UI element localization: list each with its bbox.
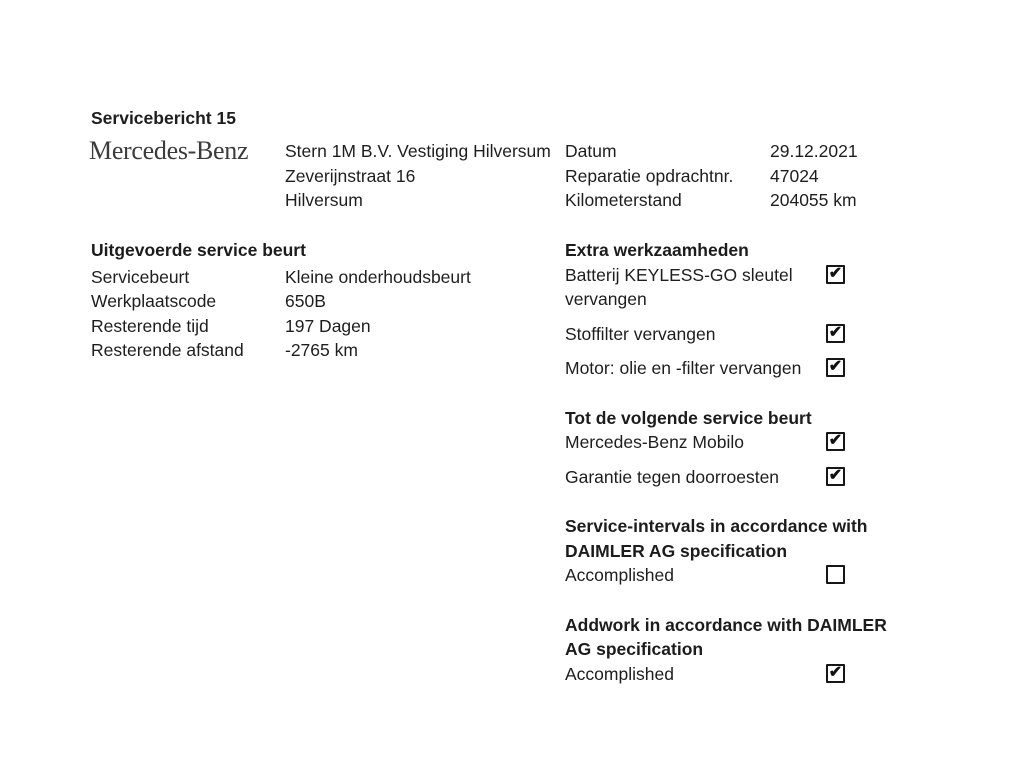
service-row-remaining-time-label: Resterende tijd [91, 315, 209, 336]
section-service-intervals-heading: Service-intervals in accordance with DAIMLER AG specification [565, 516, 868, 561]
dealer-address-block [285, 139, 551, 213]
check-item-keyless-battery-label: Batterij KEYLESS-GO sleutel vervangen [565, 264, 793, 309]
meta-row-date [565, 139, 935, 164]
check-item-addwork-accomplished [565, 662, 845, 687]
check-item-intervals-accomplished-label: Accomplished [565, 565, 674, 585]
service-row-type-label: Servicebeurt [91, 266, 190, 287]
meta-value-date: 29.12.2021 [770, 141, 858, 161]
check-item-keyless-battery [565, 263, 845, 312]
service-row-workshop-code [91, 289, 561, 314]
check-item-rust-warranty-label: Garantie tegen doorroesten [565, 466, 780, 487]
service-row-workshop-code-label: Werkplaatscode [91, 291, 217, 311]
check-item-mobilo-label: Mercedes-Benz Mobilo [565, 432, 744, 452]
meta-row-odometer [565, 188, 935, 213]
section-extra-work [565, 238, 910, 381]
meta-label-date: Datum [565, 141, 617, 161]
check-item-dust-filter-label: Stoffilter vervangen [565, 323, 716, 344]
check-item-engine-oil-filter-label: Motor: olie en -filter vervangen [565, 358, 802, 378]
service-row-remaining-distance [91, 338, 561, 363]
checkbox-checked-icon[interactable] [826, 467, 845, 486]
checklist-column [565, 238, 910, 686]
section-extra-work-heading: Extra werkzaamheden [565, 240, 749, 260]
check-item-dust-filter [565, 322, 845, 347]
dealer-name: Stern 1M B.V. Vestiging Hilversum [285, 141, 551, 161]
check-item-intervals-accomplished [565, 563, 845, 588]
page-title: Servicebericht 15 [91, 108, 236, 128]
meta-label-repair-order: Reparatie opdrachtnr. [565, 165, 734, 186]
meta-value-repair-order: 47024 [770, 165, 819, 186]
checkbox-checked-icon[interactable] [826, 664, 845, 683]
dealer-street: Zeverijnstraat 16 [285, 165, 416, 186]
section-addwork-heading: Addwork in accordance with DAIMLER AG specification [565, 614, 887, 659]
dealer-city: Hilversum [285, 190, 363, 210]
check-item-addwork-accomplished-label: Accomplished [565, 663, 674, 684]
meta-label-odometer: Kilometerstand [565, 190, 682, 210]
service-row-type [91, 265, 561, 290]
checkbox-checked-icon[interactable] [826, 358, 845, 377]
performed-service-rows [91, 265, 561, 363]
check-item-rust-warranty [565, 465, 845, 490]
section-until-next-service-heading: Tot de volgende service beurt [565, 407, 812, 428]
checkbox-unchecked-icon[interactable] [826, 565, 845, 584]
section-service-intervals [565, 514, 910, 588]
checkbox-checked-icon[interactable] [826, 265, 845, 284]
service-row-remaining-distance-label: Resterende afstand [91, 340, 244, 360]
meta-value-odometer: 204055 km [770, 190, 857, 210]
checkbox-checked-icon[interactable] [826, 324, 845, 343]
service-row-remaining-time-value: 197 Dagen [285, 315, 371, 336]
section-addwork [565, 613, 910, 687]
section-until-next-service [565, 406, 910, 490]
service-row-workshop-code-value: 650B [285, 291, 326, 311]
service-row-type-value: Kleine onderhoudsbeurt [285, 266, 471, 287]
report-meta-block [565, 139, 935, 213]
service-row-remaining-time [91, 314, 561, 339]
mercedes-benz-wordmark: Mercedes-Benz [89, 136, 249, 165]
checkbox-checked-icon[interactable] [826, 432, 845, 451]
service-row-remaining-distance-value: -2765 km [285, 340, 358, 360]
performed-service-section [91, 238, 561, 363]
meta-row-repair-order [565, 164, 935, 189]
check-item-engine-oil-filter [565, 356, 845, 381]
check-item-mobilo [565, 430, 845, 455]
performed-service-heading: Uitgevoerde service beurt [91, 240, 306, 260]
